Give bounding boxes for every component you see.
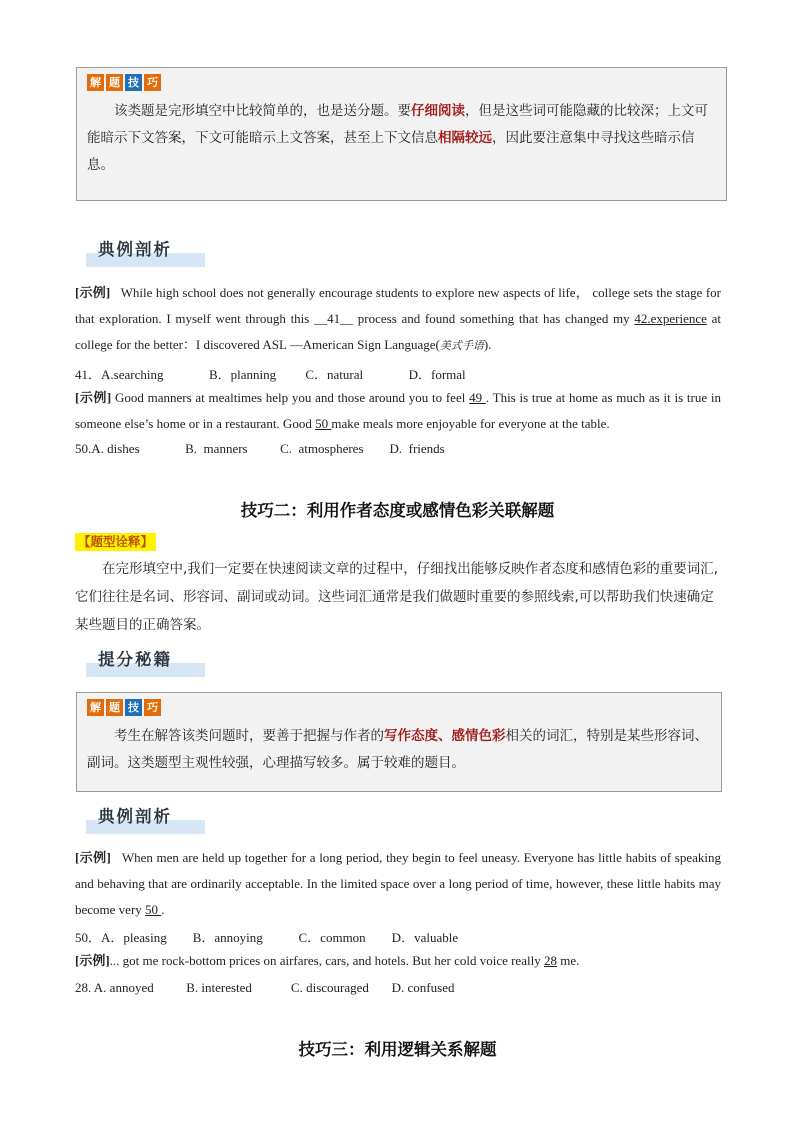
example-text: me. <box>556 953 580 968</box>
tip-tags <box>87 74 161 91</box>
options-41: 41．A.searching B．planning C．natural D．formal <box>75 367 466 382</box>
blank: 50 <box>145 902 162 917</box>
example-4 <box>75 948 721 974</box>
example-label: [示例] <box>75 953 110 968</box>
example-text: at college for the better：I discovered ASL —American Sign Language( <box>75 311 722 352</box>
example-text: Good manners at mealtimes help you and those around you to feel <box>111 390 470 405</box>
tip-box-1 <box>76 67 727 201</box>
example-text: make meals more enjoyable for everyone at the table. <box>331 416 610 431</box>
tip-text <box>87 723 711 777</box>
blank: 50 <box>315 416 332 431</box>
options-50b: 50．A．pleasing B．annoying C．common D．valuable <box>75 930 459 945</box>
example-text: While high school does not generally encourage students to explore new aspects of life， college sets the stage for that exploration. I myself went through this <box>75 285 721 326</box>
heading-technique-3: 技巧三：利用逻辑关系解题 <box>298 1040 497 1059</box>
section-banner-tips <box>80 642 205 678</box>
example-text: process and found something that has changed my <box>353 311 635 326</box>
tag-char: 巧 <box>144 74 161 91</box>
tip-emphasis: 写作态度、感情色彩 <box>384 728 506 744</box>
tip-emphasis: 仔细阅读 <box>411 103 465 119</box>
section-banner-examples-2 <box>80 799 205 835</box>
example-label: [示例] <box>75 850 111 865</box>
options-28: 28. A. annoyed B. interested C. discouraged D. confused <box>75 980 455 995</box>
example-text: . This is true at home as much as it is true in someone else’s home or in a restaurant. Good <box>75 390 721 431</box>
tag-char: 解 <box>87 74 104 91</box>
example-label: [示例] <box>75 390 112 405</box>
section-banner-examples <box>80 232 205 268</box>
blank: 49 <box>469 390 486 405</box>
tip-text-part: ，因此要注意集中寻找这些暗示信息。 <box>87 130 695 173</box>
tip-tags <box>87 699 161 716</box>
tag-char: 巧 <box>144 699 161 716</box>
type-label: 【题型诠释】 <box>75 533 156 551</box>
example-label: [示例] <box>75 285 111 300</box>
example-1 <box>75 280 721 359</box>
heading-technique-2: 技巧二：利用作者态度或感情色彩关联解题 <box>240 501 555 520</box>
example-text: . <box>161 902 165 917</box>
tag-char: 题 <box>106 699 123 716</box>
tip-text-part: 相关的词汇，特别是某些形容词、副词。这类题型主观性较强，心理描写较多。属于较难的题目。 <box>87 728 708 771</box>
tip-text-part: 该类题是完形填空中比较简单的，也是送分题。要 <box>114 103 411 119</box>
tip-emphasis: 相隔较远 <box>438 130 492 146</box>
example-3 <box>75 845 721 923</box>
example-text: When men are held up together for a long period, they begin to feel uneasy. Everyone has little habits of speaking and behaving that are ordinarily acceptable. In the limited space over a long period of time, however, these little habits may become very <box>75 850 721 917</box>
explain-paragraph: 在完形填空中,我们一定要在快速阅读文章的过程中，仔细找出能够反映作者态度和感情色彩的重要词汇,它们往往是名词、形容词、副词或动词。这些词汇通常是我们做题时重要的参照线索,可以帮助我们快速确定某些题目的正确答案。 <box>75 561 719 633</box>
underlined-word: 42.experience <box>634 311 707 326</box>
tip-text-part: 考生在解答该类问题时，要善于把握与作者的 <box>114 728 384 744</box>
tip-text-part: ，但是这些词可能隐藏的比较深；上文可能暗示下文答案，下文可能暗示上文答案，甚至上下文信息 <box>87 103 708 146</box>
blank: __41__ <box>314 311 354 326</box>
tag-char: 题 <box>106 74 123 91</box>
banner-title: 典例剖析 <box>98 807 172 826</box>
tag-char: 技 <box>125 74 142 91</box>
tip-text <box>87 98 716 179</box>
tag-char: 解 <box>87 699 104 716</box>
options-50a: 50.A. dishes B. manners C. atmospheres D. friends <box>75 441 445 456</box>
example-2 <box>75 385 721 437</box>
note: 美式手语 <box>439 339 484 352</box>
banner-title: 提分秘籍 <box>98 650 172 669</box>
tag-char: 技 <box>125 699 142 716</box>
example-text: ... got me rock-bottom prices on airfares, cars, and hotels. But her cold voice really <box>109 953 544 968</box>
tip-box-2 <box>76 692 722 792</box>
banner-title: 典例剖析 <box>98 240 172 259</box>
example-text: ). <box>483 337 492 352</box>
blank: 28 <box>543 953 557 968</box>
